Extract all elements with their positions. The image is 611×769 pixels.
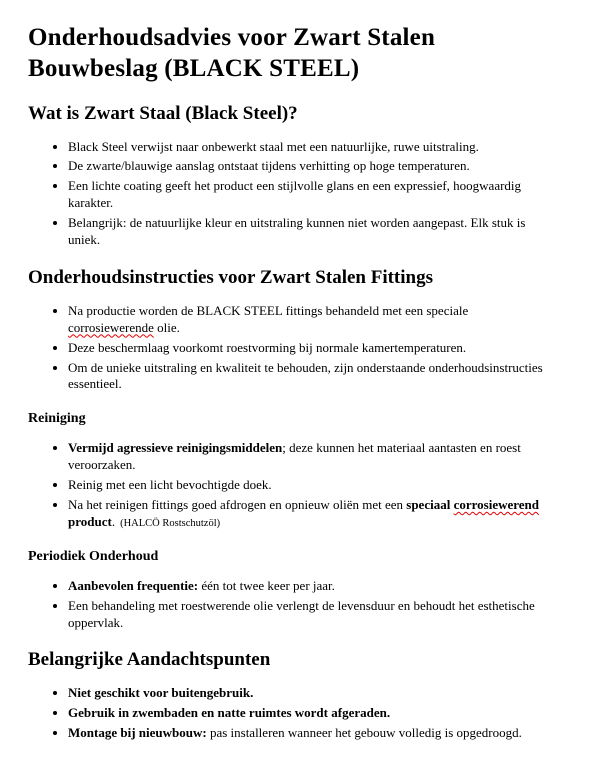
subsection-heading: Periodiek Onderhoud: [28, 548, 159, 564]
note-text-run: (HALCÖ Rostschutzöl): [120, 517, 221, 529]
bullet-list: [28, 685, 581, 742]
misspelled-word: corrosiewerend: [453, 496, 540, 512]
bullet-item: [68, 497, 548, 531]
bullet-item: [68, 578, 548, 595]
text-run: ; deze kunnen het materiaal aantasten en roest veroorzaken.: [68, 440, 525, 473]
text-run: .: [111, 513, 116, 529]
bullet-item: [68, 705, 548, 722]
text-run: Vermijd agressieve reinigingsmiddelen: [68, 440, 283, 456]
text-run: Aanbevolen frequentie:: [68, 577, 199, 593]
text-run: Na productie worden de BLACK STEEL fittings behandeld met een speciale: [68, 302, 472, 318]
bullet-list: [28, 440, 581, 530]
section-heading: Wat is Zwart Staal (Black Steel)?: [28, 102, 298, 124]
text-run: Deze beschermlaag voorkomt roestvorming bij normale kamertemperaturen.: [68, 339, 467, 355]
text-run: Niet geschikt voor buitengebruik.: [68, 685, 254, 701]
text-run: Belangrijk: de natuurlijke kleur en uitstraling kunnen niet worden aangepast. Elk stuk is uniek.: [68, 215, 529, 247]
text-run: Een behandeling met roestwerende olie verlengt de levensduur en behoudt het esthetische oppervlak.: [68, 597, 538, 630]
bullet-list: [28, 578, 581, 632]
text-run: Reinig met een licht bevochtigde doek.: [68, 477, 272, 493]
bullet-item: [68, 303, 548, 337]
bullet-item: [68, 725, 548, 742]
bullet-list: [28, 303, 581, 393]
bullet-item: [68, 440, 548, 474]
section-heading: Belangrijke Aandachtspunten: [28, 649, 271, 671]
bullet-item: [68, 598, 548, 632]
text-run: Om de unieke uitstraling en kwaliteit te behouden, zijn onderstaande onderhoudsinstructies essentieel.: [68, 359, 546, 392]
bullet-list: [28, 139, 581, 249]
text-run: De zwarte/blauwige aanslag ontstaat tijdens verhitting op hoge temperaturen.: [68, 158, 470, 174]
misspelled-word: corrosiewerende: [68, 319, 154, 335]
bullet-item: [68, 178, 548, 212]
bullet-item: [68, 360, 548, 394]
bullet-item: [68, 685, 548, 702]
text-run: Na het reinigen fittings goed afdrogen en opnieuw oliën met een: [68, 496, 407, 512]
document-title: Onderhoudsadvies voor Zwart Stalen Bouwbeslag (BLACK STEEL): [28, 24, 436, 83]
text-run: speciaal: [406, 496, 454, 512]
section-heading: Onderhoudsinstructies voor Zwart Stalen Fittings: [28, 266, 434, 288]
bullet-item: [68, 158, 548, 175]
text-run: één tot twee keer per jaar.: [198, 577, 335, 593]
text-run: product: [68, 496, 543, 529]
text-run: Montage bij nieuwbouw:: [68, 725, 207, 741]
bullet-item: [68, 215, 548, 249]
bullet-item: [68, 139, 548, 156]
subsection-heading: Reiniging: [28, 411, 86, 427]
text-run: olie.: [153, 319, 180, 335]
text-run: Gebruik in zwembaden en natte ruimtes wordt afgeraden.: [68, 705, 391, 721]
text-run: pas installeren wanneer het gebouw volledig is opgedroogd.: [206, 725, 522, 741]
text-run: Black Steel verwijst naar onbewerkt staal met een natuurlijke, ruwe uitstraling.: [68, 138, 479, 154]
text-run: Een lichte coating geeft het product een stijlvolle glans en een expressief, hoogwaardig karakter.: [68, 178, 525, 211]
bullet-item: [68, 340, 548, 357]
bullet-item: [68, 477, 548, 494]
document-content: [28, 22, 581, 742]
